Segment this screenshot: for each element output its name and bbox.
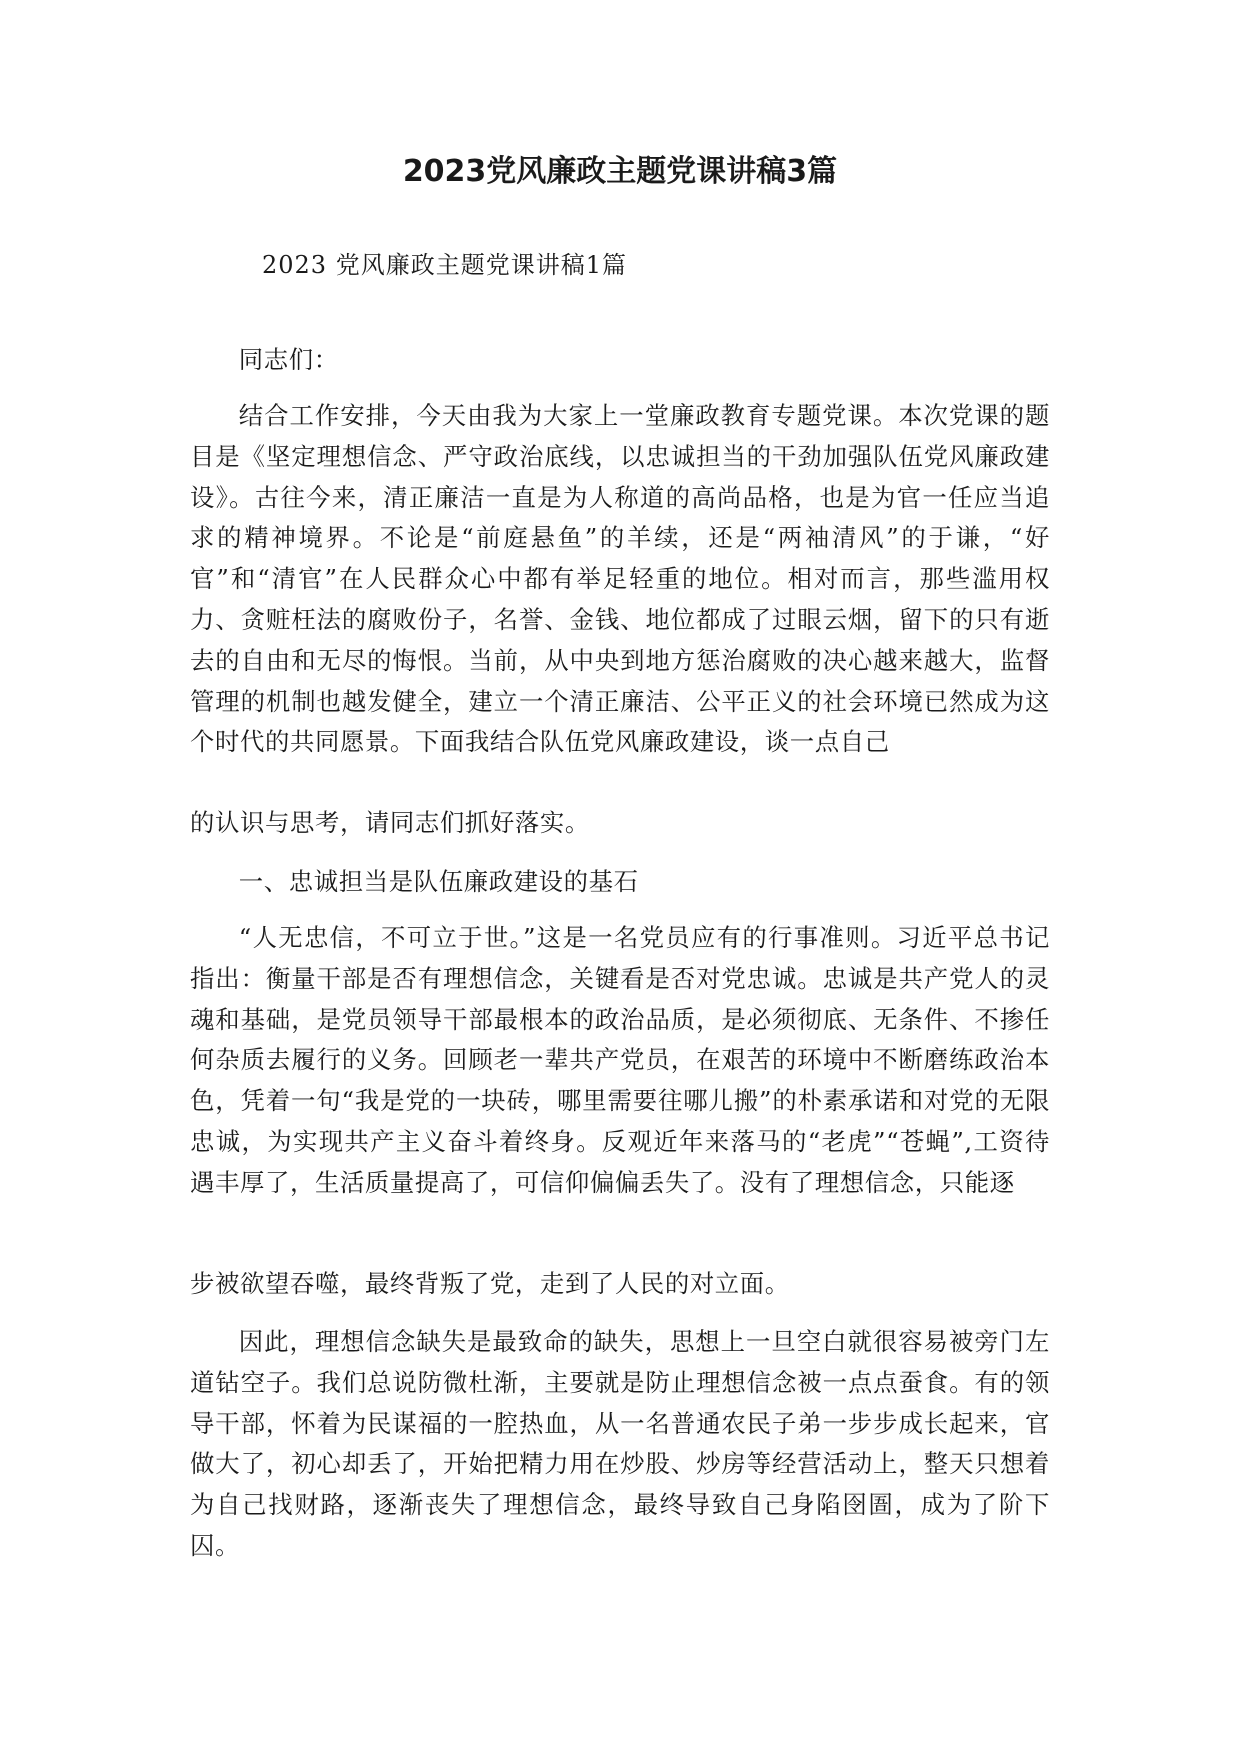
paragraph-intro-tail: 的认识与思考，请同志们抓好落实。: [190, 808, 590, 837]
section-heading: 一、忠诚担当是队伍廉政建设的基石: [238, 867, 639, 896]
paragraph-intro: 结合工作安排，今天由我为大家上一堂廉政教育专题党课。本次党课的题目是《坚定理想信念、严守政治底线，以忠诚担当的干劲加强队伍党风廉政建设》。古往今来，清正廉洁一直是为人称道的高尚品格，也是为官一任应当追求的精神境界。不论是“前庭悬鱼”的羊续，还是“两袖清风”的于谦，“好官”和“清官”在人民群众心中都有举足轻重的地位。相对而言，那些滥用权力、贪赃枉法的腐败份子，名誉、金钱、地位都成了过眼云烟，留下的只有逝去的自由和无尽的悔恨。当前，从中央到地方惩治腐败的决心越来越大，监督管理的机制也越发健全，建立一个清正廉洁、公平正义的社会环境已然成为这个时代的共同愿景。下面我结合队伍党风廉政建设，谈一点自己: [190, 401, 1050, 757]
document-subtitle: 2023 党风廉政主题党课讲稿1篇: [262, 251, 627, 279]
paragraph-conclusion: 因此，理想信念缺失是最致命的缺失，思想上一旦空白就很容易被旁门左道钻空子。我们总说防微杜渐，主要就是防止理想信念被一点点蚕食。有的领导干部，怀着为民谋福的一腔热血，从一名普通农民子弟一步步成长起来，官做大了，初心却丢了，开始把精力用在炒股、炒房等经营活动上，整天只想着为自己找财路，逐渐丧失了理想信念，最终导致自己身陷囹圄，成为了阶下囚。: [190, 1327, 1050, 1560]
document-title: 2023党风廉政主题党课讲稿3篇: [402, 154, 838, 189]
paragraph-loyalty: “人无忠信，不可立于世。”这是一名党员应有的行事准则。习近平总书记指出：衡量干部是否有理想信念，关键看是否对党忠诚。忠诚是共产党人的灵魂和基础，是党员领导干部最根本的政治品质，是必须彻底、无条件、不掺任何杂质去履行的义务。回顾老一辈共产党员，在艰苦的环境中不断磨练政治本色，凭着一句“我是党的一块砖，哪里需要往哪儿搬”的朴素承诺和对党的无限忠诚，为实现共产主义奋斗着终身。反观近年来落马的“老虎”“苍蝇”,工资待遇丰厚了，生活质量提高了，可信仰偏偏丢失了。没有了理想信念，只能逐: [190, 923, 1050, 1197]
paragraph-loyalty-tail: 步被欲望吞噬，最终背叛了党，走到了人民的对立面。: [190, 1269, 790, 1298]
greeting: 同志们：: [238, 345, 339, 374]
